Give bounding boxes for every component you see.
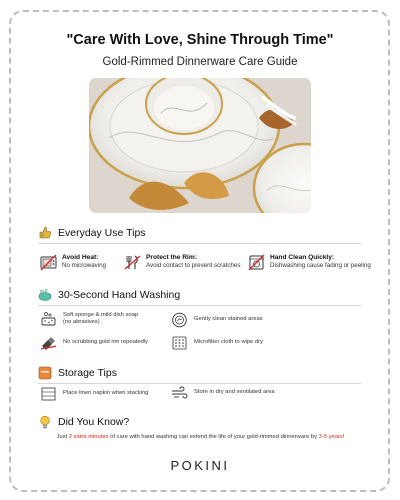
storage-divider — [38, 383, 361, 384]
lightbulb-icon — [38, 415, 52, 429]
brand-logo: POKINI — [170, 458, 230, 473]
wash-item-cloth-text: Microfiber cloth to wipe dry — [194, 339, 263, 346]
everyday-tips-heading — [38, 226, 146, 240]
soap-icon — [38, 288, 52, 302]
storage-heading-text: Storage Tips — [58, 367, 117, 379]
wash-item-sponge-line2: (no abrasives) — [63, 319, 100, 325]
wash-item-cloth — [171, 335, 263, 351]
wash-item-stains — [171, 312, 263, 328]
tip-protect-rim-desc: Avoid contact to prevent scratches — [146, 262, 241, 269]
wash-item-stains-text: Gently clean stained areas — [194, 316, 263, 323]
storage-box-icon — [38, 366, 52, 380]
washing-heading — [38, 288, 180, 302]
storage-heading — [38, 366, 117, 380]
wash-item-sponge-line1: Soft sponge & mild dish soap — [63, 311, 139, 318]
everyday-tips-heading-text: Everyday Use Tips — [58, 227, 146, 239]
sponge-icon — [40, 311, 57, 327]
everyday-divider — [38, 243, 361, 244]
thumbs-up-icon — [38, 226, 52, 240]
fact-highlight-minutes: 2 extra minutes — [68, 434, 109, 440]
washing-divider — [38, 305, 361, 306]
storage-item-dry-text: Store in dry and ventilated area — [194, 389, 275, 396]
no-scrub-icon — [40, 335, 57, 351]
storage-item-napkin — [40, 386, 148, 402]
page-title: "Care With Love, Shine Through Time" — [66, 32, 334, 48]
page-subtitle: Gold-Rimmed Dinnerware Care Guide — [102, 56, 298, 68]
tip-protect-rim — [124, 254, 240, 271]
tip-avoid-heat — [40, 254, 106, 271]
wash-item-no-scrub — [40, 335, 148, 351]
did-you-know-text — [38, 434, 363, 440]
no-dishwasher-icon — [248, 254, 265, 271]
dinnerware-photo — [89, 78, 311, 213]
did-you-know-heading-text: Did You Know? — [58, 416, 130, 428]
fact-mid: of care with hand washing can extend the life of your gold-rimmed dinnerware by — [108, 434, 319, 440]
fact-highlight-years: 3-5 years — [318, 434, 343, 440]
washing-heading-text: 30-Second Hand Washing — [58, 289, 181, 301]
no-microwave-icon — [40, 254, 57, 271]
napkin-icon — [40, 386, 57, 402]
dinnerware-photo-illustration — [89, 78, 311, 213]
storage-item-napkin-text: Place linen napkin when stacking — [63, 390, 149, 397]
wash-item-sponge — [40, 311, 138, 327]
fact-post: ! — [342, 434, 345, 440]
tip-avoid-heat-title: Avoid Heat: — [62, 254, 99, 261]
wash-item-no-scrub-text: No scrubbing gold rim repeatedly — [63, 339, 149, 346]
fact-pre: Just — [56, 434, 69, 440]
wind-icon — [171, 385, 188, 401]
cloth-icon — [171, 335, 188, 351]
tip-hand-clean-title: Hand Clean Quickly: — [270, 254, 335, 261]
tip-avoid-heat-desc: No microwaving — [62, 262, 107, 269]
tip-hand-clean-desc: Dishwashing cause fading or peeling — [270, 262, 371, 269]
storage-item-dry — [171, 385, 275, 401]
tip-hand-clean — [248, 254, 371, 271]
tip-protect-rim-title: Protect the Rim: — [146, 254, 197, 261]
plate-circle-icon — [171, 312, 188, 328]
did-you-know-heading — [38, 415, 129, 429]
no-cutlery-icon — [124, 254, 141, 271]
